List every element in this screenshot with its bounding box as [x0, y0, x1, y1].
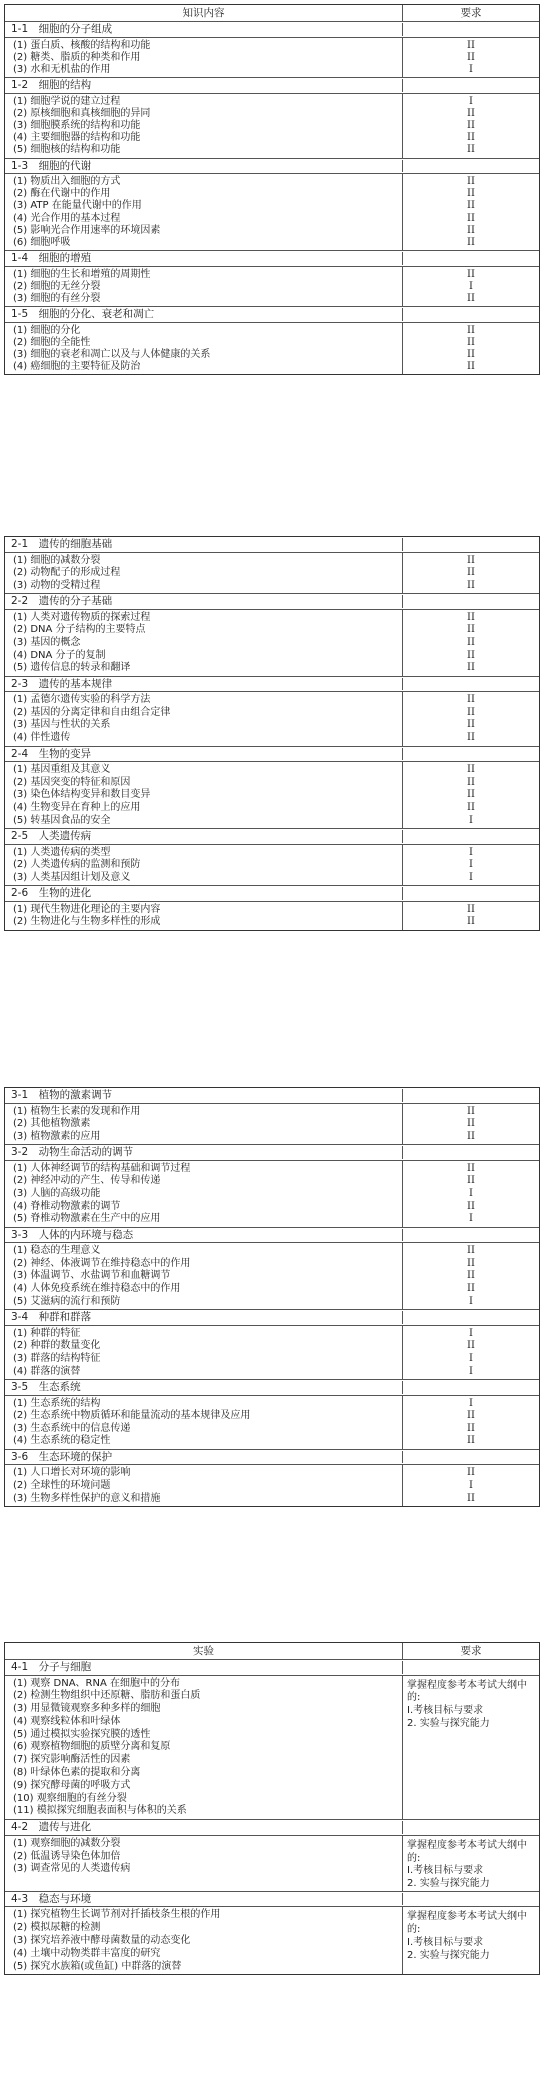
experiment-item: (1) 观察 DNA、RNA 在细胞中的分布	[13, 1677, 180, 1689]
experiment-list	[5, 1907, 403, 1974]
requirement-level: II	[467, 732, 475, 744]
item-label: (2) 神经冲动的产生、传导和传递	[13, 1175, 161, 1187]
item-group-row	[5, 761, 539, 828]
item-label: (5) 脊椎动物激素在生产中的应用	[13, 1213, 161, 1225]
section-title-blank	[403, 252, 539, 265]
requirement-level: II	[467, 1130, 475, 1142]
requirement-line: Ⅰ.考核目标与要求	[407, 1705, 484, 1717]
item-group-row	[5, 1103, 539, 1145]
item-label: (2) 糖类、脂质的种类和作用	[13, 51, 141, 63]
item-label: (2) 其他植物激素	[13, 1118, 91, 1130]
section-title-blank	[403, 1229, 539, 1242]
requirement-level: II	[467, 719, 475, 731]
requirement-level: I	[469, 1480, 473, 1492]
item-label: (2) 生态系统中物质循环和能量流动的基本规律及应用	[13, 1410, 251, 1422]
item-list	[5, 692, 403, 745]
item-label: (1) 稳态的生理意义	[13, 1245, 101, 1257]
section-title-blank	[403, 678, 539, 691]
item-list	[5, 553, 403, 594]
section-title-blank	[403, 1661, 539, 1674]
experiment-group-row	[5, 1906, 539, 1974]
section-title-blank	[403, 748, 539, 761]
section-title: 1-2 细胞的结构	[5, 79, 403, 92]
item-label: (3) 动物的受精过程	[13, 579, 101, 591]
item-list	[5, 1161, 403, 1227]
requirement-level: II	[467, 268, 475, 280]
section-title-row	[5, 1449, 539, 1465]
requirement-list	[403, 323, 539, 375]
section-title: 1-4 细胞的增殖	[5, 252, 403, 265]
requirement-level: II	[467, 144, 475, 156]
requirement-level: I	[469, 1327, 473, 1339]
section-title-row	[5, 77, 539, 93]
requirement-level: II	[467, 324, 475, 336]
item-label: (2) 酶在代谢中的作用	[13, 188, 111, 200]
requirement-level: II	[467, 1200, 475, 1212]
item-label: (2) 人类遗传病的监测和预防	[13, 859, 141, 871]
requirement-line: 掌握程度参考本考试大纲中的:	[407, 1679, 527, 1704]
item-label: (3) 细胞的衰老和凋亡以及与人体健康的关系	[13, 349, 211, 361]
section-title-blank	[403, 538, 539, 551]
requirement-level: II	[467, 1257, 475, 1269]
item-label: (1) 细胞的生长和增殖的周期性	[13, 268, 151, 280]
item-label: (1) 植物生长素的发现和作用	[13, 1105, 141, 1117]
item-label: (2) 生物进化与生物多样性的形成	[13, 916, 161, 928]
section-title: 3-1 植物的激素调节	[5, 1089, 403, 1102]
item-list	[5, 174, 403, 250]
item-label: (5) 转基因食品的安全	[13, 814, 111, 826]
experiment-item: (7) 探究影响酶活性的因素	[13, 1754, 131, 1766]
requirement-level: I	[469, 1365, 473, 1377]
item-label: (3) 体温调节、水盐调节和血糖调节	[13, 1270, 171, 1282]
requirement-list	[403, 610, 539, 676]
item-label: (1) 蛋白质、核酸的结构和功能	[13, 39, 151, 51]
item-group-row	[5, 552, 539, 594]
section-title-row	[5, 1088, 539, 1103]
item-label: (1) 人体神经调节的结构基础和调节过程	[13, 1162, 191, 1174]
item-group-row	[5, 266, 539, 307]
item-label: (1) 人类遗传病的类型	[13, 846, 111, 858]
item-label: (3) 基因的概念	[13, 636, 81, 648]
section-title-row	[5, 1227, 539, 1243]
experiment-table	[4, 1642, 540, 1975]
requirement-level: II	[467, 1105, 475, 1117]
item-label: (3) 细胞膜系统的结构和功能	[13, 119, 141, 131]
section-title: 2-6 生物的进化	[5, 887, 403, 900]
item-label: (3) 细胞的有丝分裂	[13, 293, 101, 304]
item-list	[5, 323, 403, 375]
requirement-level: II	[467, 903, 475, 915]
section-title-row	[5, 1891, 539, 1907]
item-label: (3) 生态系统中的信息传递	[13, 1422, 131, 1434]
item-label: (1) 现代生物进化理论的主要内容	[13, 903, 161, 915]
experiment-item: (11) 模拟探究细胞表面积与体积的关系	[13, 1805, 187, 1817]
requirement-level: II	[467, 200, 475, 212]
requirement-level: II	[467, 1467, 475, 1479]
item-list	[5, 762, 403, 828]
item-label: (2) 细胞的全能性	[13, 336, 91, 348]
requirement-level: II	[467, 636, 475, 648]
requirement-list	[403, 1161, 539, 1227]
section-title: 4-1 分子与细胞	[5, 1661, 403, 1674]
section-title-row	[5, 1659, 539, 1675]
section-title: 1-3 细胞的代谢	[5, 160, 403, 173]
item-label: (4) 群落的演替	[13, 1365, 81, 1377]
knowledge-table-genetics	[4, 536, 540, 931]
requirement-line: 2. 实验与探究能力	[407, 1878, 490, 1890]
requirement-level: II	[467, 361, 475, 373]
section-title: 2-5 人类遗传病	[5, 830, 403, 843]
requirement-list	[403, 1396, 539, 1449]
requirement-level: II	[467, 1492, 475, 1504]
item-label: (4) 伴性遗传	[13, 732, 71, 744]
section-title-blank	[403, 595, 539, 608]
item-label: (1) 物质出入细胞的方式	[13, 176, 121, 187]
section-title: 3-3 人体的内环境与稳态	[5, 1229, 403, 1242]
requirement-line: 2. 实验与探究能力	[407, 1717, 490, 1729]
item-label: (5) 艾滋病的流行和预防	[13, 1295, 121, 1307]
section-title-blank	[403, 79, 539, 92]
section-title-row	[5, 593, 539, 609]
section-title-row	[5, 828, 539, 844]
section-title-row	[5, 746, 539, 762]
item-label: (1) 人口增长对环境的影响	[13, 1467, 131, 1479]
requirement-level: II	[467, 662, 475, 674]
requirement-level: I	[469, 814, 473, 826]
requirement-level: II	[467, 789, 475, 801]
requirement-level: II	[467, 611, 475, 623]
item-label: (2) 种群的数量变化	[13, 1340, 101, 1352]
item-label: (2) 动物配子的形成过程	[13, 567, 121, 579]
requirement-level: II	[467, 1410, 475, 1422]
requirement-level: II	[467, 176, 475, 187]
section-title-row	[5, 306, 539, 322]
requirement-level: II	[467, 764, 475, 776]
header-experiment: 实验	[5, 1643, 403, 1659]
experiment-list	[5, 1676, 403, 1820]
section-title: 4-3 稳态与环境	[5, 1893, 403, 1906]
experiment-requirement	[403, 1676, 539, 1820]
section-title-row	[5, 1379, 539, 1395]
experiment-item: (2) 检测生物组织中还原糖、脂肪和蛋白质	[13, 1690, 201, 1702]
item-label: (3) 人类基因组计划及意义	[13, 871, 131, 883]
requirement-level: II	[467, 694, 475, 706]
item-label: (3) 染色体结构变异和数目变异	[13, 789, 151, 801]
item-list	[5, 1396, 403, 1449]
section-title-blank	[403, 1089, 539, 1102]
section-title: 2-3 遗传的基本规律	[5, 678, 403, 691]
requirement-level: II	[467, 1283, 475, 1295]
requirement-level: I	[469, 846, 473, 858]
item-list	[5, 1465, 403, 1506]
requirement-level: II	[467, 579, 475, 591]
item-group-row	[5, 37, 539, 78]
experiment-item: (2) 模拟尿糖的检测	[13, 1922, 101, 1934]
item-group-row	[5, 691, 539, 745]
requirement-level: II	[467, 1422, 475, 1434]
item-label: (4) 主要细胞器的结构和功能	[13, 132, 141, 144]
section-title-row	[5, 537, 539, 552]
requirement-level: II	[467, 916, 475, 928]
section-title-row	[5, 1309, 539, 1325]
section-title-blank	[403, 160, 539, 173]
item-label: (4) 人体免疫系统在维持稳态中的作用	[13, 1283, 181, 1295]
section-title-row	[5, 885, 539, 901]
section-title: 1-5 细胞的分化、衰老和凋亡	[5, 308, 403, 321]
section-title-row	[5, 21, 539, 37]
requirement-level: I	[469, 859, 473, 871]
item-group-row	[5, 1160, 539, 1227]
section-title: 1-1 细胞的分子组成	[5, 23, 403, 36]
section-title-blank	[403, 887, 539, 900]
section-title: 3-5 生态系统	[5, 1381, 403, 1394]
item-label: (1) 种群的特征	[13, 1327, 81, 1339]
requirement-level: II	[467, 349, 475, 361]
requirement-level: I	[469, 1187, 473, 1199]
item-list	[5, 1326, 403, 1379]
experiment-list	[5, 1836, 403, 1891]
requirement-list	[403, 1104, 539, 1145]
requirement-level: I	[469, 63, 473, 75]
section-title-blank	[403, 1311, 539, 1324]
section-title: 3-4 种群和群落	[5, 1311, 403, 1324]
requirement-list	[403, 267, 539, 307]
experiment-item: (6) 观察植物细胞的质壁分离和复原	[13, 1741, 171, 1753]
experiment-item: (9) 探究酵母菌的呼吸方式	[13, 1779, 131, 1791]
requirement-level: I	[469, 95, 473, 107]
experiment-requirement	[403, 1836, 539, 1891]
item-label: (3) 群落的结构特征	[13, 1352, 101, 1364]
requirement-list	[403, 1465, 539, 1506]
item-group-row	[5, 173, 539, 250]
requirement-list	[403, 692, 539, 745]
item-label: (3) 水和无机盐的作用	[13, 63, 111, 75]
item-label: (3) 人脑的高级功能	[13, 1187, 101, 1199]
requirement-level: II	[467, 188, 475, 200]
requirement-level: II	[467, 706, 475, 718]
requirement-list	[403, 902, 539, 930]
item-label: (1) 生态系统的结构	[13, 1397, 101, 1409]
experiment-group-row	[5, 1675, 539, 1820]
header-content: 知识内容	[5, 5, 403, 21]
item-label: (1) 细胞学说的建立过程	[13, 95, 121, 107]
requirement-level: I	[469, 1295, 473, 1307]
requirement-list	[403, 762, 539, 828]
item-list	[5, 38, 403, 78]
item-label: (1) 细胞的分化	[13, 324, 81, 336]
item-label: (4) 生物变异在育种上的应用	[13, 801, 141, 813]
section-title: 4-2 遗传与进化	[5, 1821, 403, 1834]
item-label: (2) 基因突变的特征和原因	[13, 776, 131, 788]
item-list	[5, 845, 403, 886]
requirement-level: II	[467, 1435, 475, 1447]
requirement-level: I	[469, 871, 473, 883]
experiment-item: (10) 观察细胞的有丝分裂	[13, 1792, 127, 1804]
item-label: (2) 基因的分离定律和自由组合定律	[13, 706, 171, 718]
knowledge-table-homeostasis	[4, 1087, 540, 1507]
item-label: (1) 人类对遗传物质的探索过程	[13, 611, 151, 623]
requirement-list	[403, 845, 539, 886]
item-label: (4) 癌细胞的主要特征及防治	[13, 361, 141, 373]
item-label: (1) 基因重组及其意义	[13, 764, 111, 776]
experiment-item: (5) 探究水族箱(或鱼缸) 中群落的演替	[13, 1960, 182, 1972]
requirement-level: II	[467, 132, 475, 144]
item-group-row	[5, 93, 539, 158]
requirement-level: I	[469, 1397, 473, 1409]
section-title-blank	[403, 308, 539, 321]
experiment-item: (3) 探究培养液中酵母菌数量的动态变化	[13, 1935, 191, 1947]
experiment-group-row	[5, 1835, 539, 1891]
requirement-level: I	[469, 280, 473, 292]
requirement-list	[403, 1243, 539, 1309]
section-title-blank	[403, 1893, 539, 1906]
experiment-item: (2) 低温诱导染色体加倍	[13, 1850, 121, 1862]
item-group-row	[5, 322, 539, 375]
item-label: (4) DNA 分子的复制	[13, 649, 106, 661]
requirement-level: II	[467, 649, 475, 661]
item-label: (3) 基因与性状的关系	[13, 719, 111, 731]
item-list	[5, 267, 403, 307]
item-label: (4) 光合作用的基本过程	[13, 212, 121, 224]
requirement-list	[403, 38, 539, 78]
requirement-list	[403, 94, 539, 158]
requirement-level: II	[467, 567, 475, 579]
item-label: (6) 细胞呼吸	[13, 236, 71, 248]
item-label: (2) 原核细胞和真核细胞的异同	[13, 107, 151, 119]
knowledge-table-cell-biology	[4, 4, 540, 375]
requirement-level: II	[467, 801, 475, 813]
requirement-level: II	[467, 1245, 475, 1257]
requirement-line: 掌握程度参考本考试大纲中的:	[407, 1911, 527, 1936]
item-label: (2) 神经、体液调节在维持稳态中的作用	[13, 1257, 191, 1269]
section-title-row	[5, 158, 539, 174]
item-label: (3) 植物激素的应用	[13, 1130, 101, 1142]
item-label: (5) 细胞核的结构和功能	[13, 144, 121, 156]
requirement-level: II	[467, 51, 475, 63]
requirement-line: Ⅰ.考核目标与要求	[407, 1865, 484, 1877]
requirement-line: Ⅰ.考核目标与要求	[407, 1937, 484, 1949]
requirement-line: 掌握程度参考本考试大纲中的:	[407, 1839, 527, 1864]
section-title: 2-2 遗传的分子基础	[5, 595, 403, 608]
requirement-level: II	[467, 107, 475, 119]
requirement-level: II	[467, 293, 475, 304]
table-header-row	[5, 5, 539, 21]
item-list	[5, 94, 403, 158]
item-list	[5, 1243, 403, 1309]
section-title-row	[5, 1144, 539, 1160]
item-label: (2) 全球性的环境问题	[13, 1480, 111, 1492]
requirement-list	[403, 174, 539, 250]
item-group-row	[5, 844, 539, 886]
requirement-level: II	[467, 336, 475, 348]
requirement-level: II	[467, 1270, 475, 1282]
item-label: (2) DNA 分子结构的主要特点	[13, 624, 146, 636]
experiment-item: (5) 通过模拟实验探究膜的透性	[13, 1728, 151, 1740]
section-title-row	[5, 1819, 539, 1835]
item-group-row	[5, 1464, 539, 1506]
requirement-line: 2. 实验与探究能力	[407, 1949, 490, 1961]
requirement-level: II	[467, 1175, 475, 1187]
requirement-level: I	[469, 1213, 473, 1225]
experiment-item: (4) 观察线粒体和叶绿体	[13, 1715, 121, 1727]
item-label: (2) 细胞的无丝分裂	[13, 280, 101, 292]
item-group-row	[5, 1395, 539, 1449]
requirement-level: II	[467, 236, 475, 248]
item-list	[5, 1104, 403, 1145]
experiment-item: (3) 用显微镜观察多种多样的细胞	[13, 1703, 161, 1715]
item-label: (3) ATP 在能量代谢中的作用	[13, 200, 142, 212]
item-group-row	[5, 1325, 539, 1379]
experiment-item: (4) 土壤中动物类群丰富度的研究	[13, 1947, 161, 1959]
table-header-row	[5, 1643, 539, 1659]
requirement-level: II	[467, 1340, 475, 1352]
requirement-level: II	[467, 39, 475, 51]
item-label: (1) 孟德尔遗传实验的科学方法	[13, 694, 151, 706]
header-requirement: 要求	[460, 7, 482, 19]
experiment-item: (1) 探究植物生长调节剂对扦插枝条生根的作用	[13, 1909, 221, 1921]
requirement-level: II	[467, 1162, 475, 1174]
item-group-row	[5, 609, 539, 676]
item-label: (1) 细胞的减数分裂	[13, 554, 101, 566]
section-title-row	[5, 250, 539, 266]
requirement-list	[403, 553, 539, 594]
item-group-row	[5, 1242, 539, 1309]
requirement-level: II	[467, 554, 475, 566]
experiment-item: (3) 调查常见的人类遗传病	[13, 1863, 131, 1875]
section-title-blank	[403, 1451, 539, 1464]
section-title-blank	[403, 1146, 539, 1159]
requirement-level: I	[469, 1352, 473, 1364]
experiment-requirement	[403, 1907, 539, 1974]
section-title: 2-1 遗传的细胞基础	[5, 538, 403, 551]
item-group-row	[5, 901, 539, 930]
section-title: 3-6 生态环境的保护	[5, 1451, 403, 1464]
requirement-list	[403, 1326, 539, 1379]
section-title-blank	[403, 830, 539, 843]
requirement-level: II	[467, 624, 475, 636]
item-list	[5, 610, 403, 676]
section-title: 3-2 动物生命活动的调节	[5, 1146, 403, 1159]
experiment-item: (1) 观察细胞的减数分裂	[13, 1837, 121, 1849]
section-title-row	[5, 676, 539, 692]
item-label: (4) 脊椎动物激素的调节	[13, 1200, 121, 1212]
experiment-item: (8) 叶绿体色素的提取和分离	[13, 1767, 141, 1779]
requirement-level: II	[467, 119, 475, 131]
section-title-blank	[403, 1821, 539, 1834]
requirement-level: II	[467, 1118, 475, 1130]
item-label: (3) 生物多样性保护的意义和措施	[13, 1492, 161, 1504]
requirement-level: II	[467, 224, 475, 236]
requirement-level: II	[467, 776, 475, 788]
section-title-blank	[403, 23, 539, 36]
requirement-level: II	[467, 212, 475, 224]
item-list	[5, 902, 403, 930]
item-label: (5) 影响光合作用速率的环境因素	[13, 224, 161, 236]
header-requirement: 要求	[460, 1645, 482, 1657]
section-title: 2-4 生物的变异	[5, 748, 403, 761]
item-label: (4) 生态系统的稳定性	[13, 1435, 111, 1447]
section-title-blank	[403, 1381, 539, 1394]
item-label: (5) 遗传信息的转录和翻译	[13, 662, 131, 674]
